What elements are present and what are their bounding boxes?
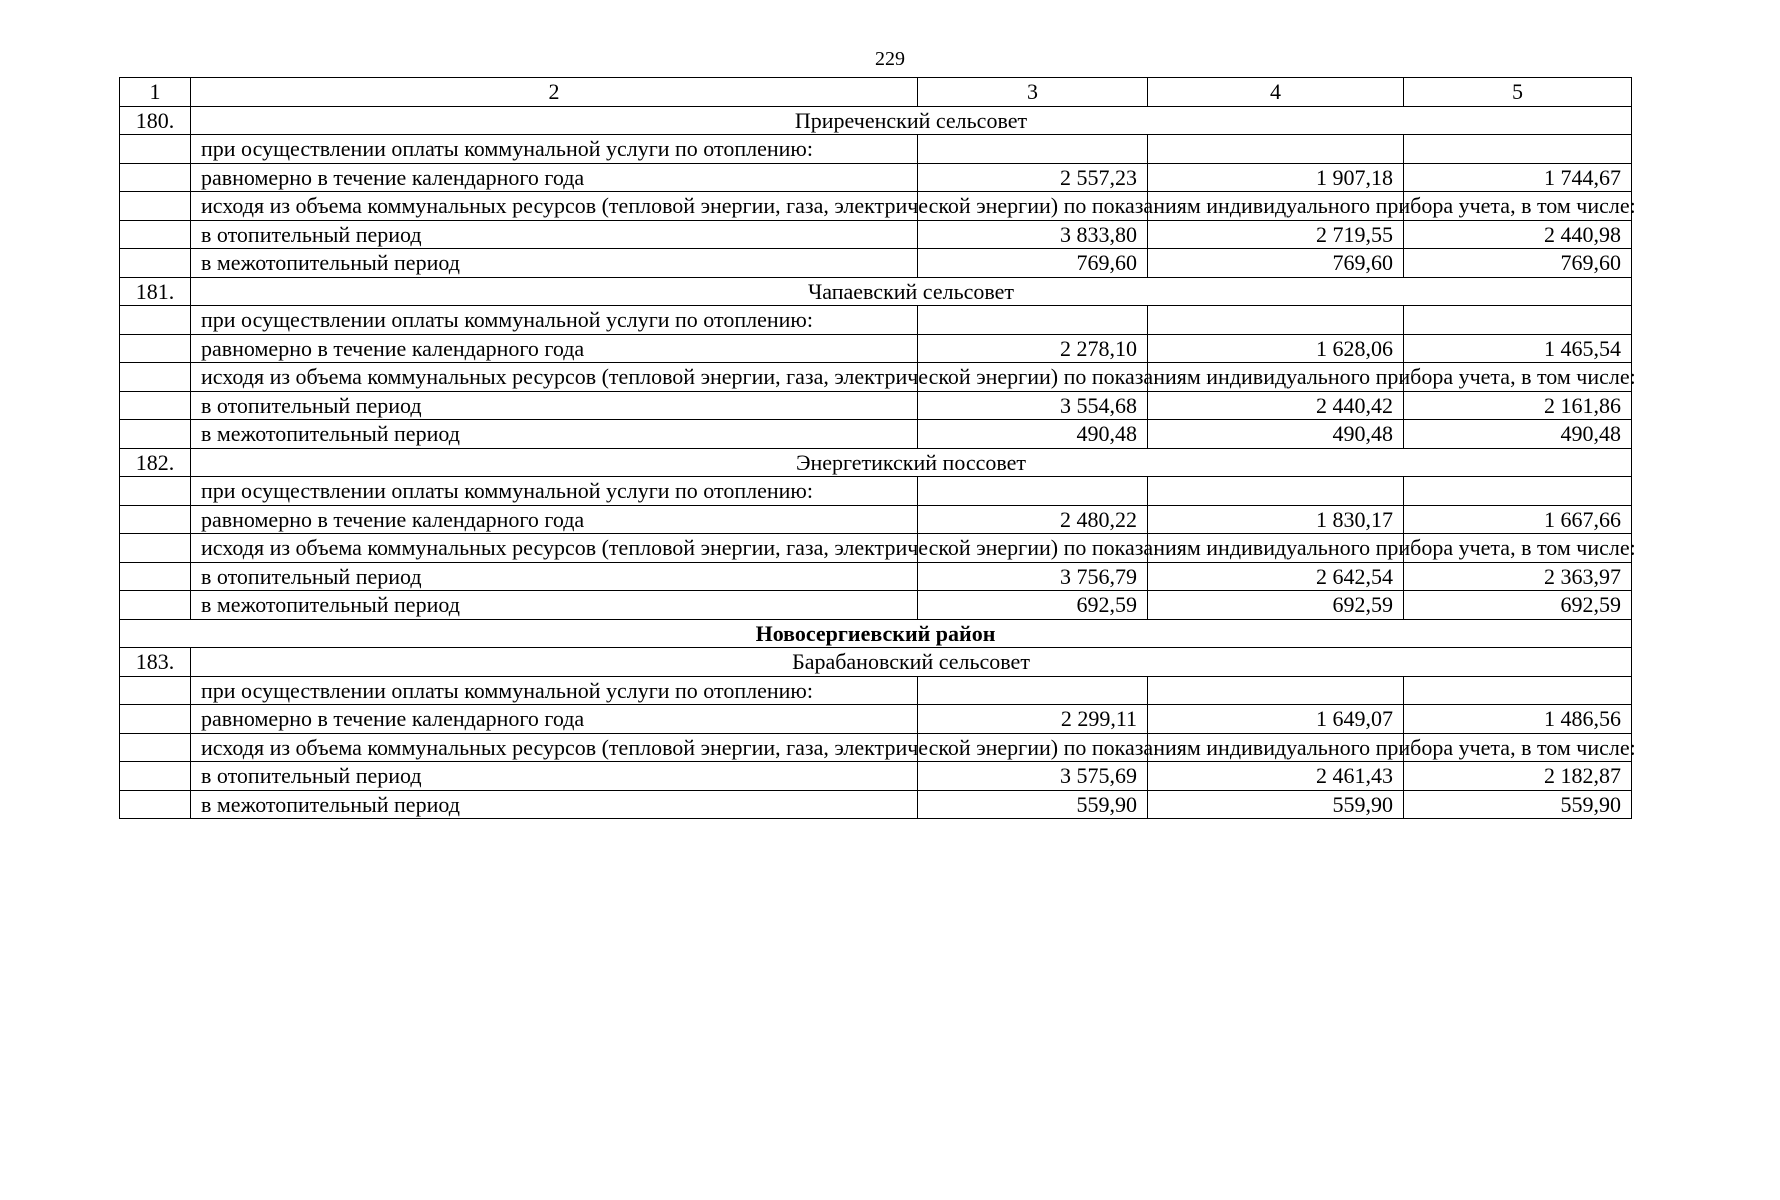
table-row	[120, 334, 1632, 363]
value-cell: 769,60	[1404, 249, 1632, 278]
row-label: в отопительный период	[191, 762, 918, 791]
settlement-row	[120, 648, 1632, 677]
table-row	[120, 534, 1632, 563]
settlement-row	[120, 448, 1632, 477]
header-row	[120, 78, 1632, 107]
table-row	[120, 420, 1632, 449]
value-cell: 2 182,87	[1404, 762, 1632, 791]
value-cell: 2 642,54	[1148, 562, 1404, 591]
value-cell: 769,60	[918, 249, 1148, 278]
row-label: в межотопительный период	[191, 249, 918, 278]
row-number: 183.	[120, 648, 191, 677]
table-row	[120, 733, 1632, 762]
value-cell: 490,48	[1404, 420, 1632, 449]
row-label: при осуществлении оплаты коммунальной услуги по отоплению:	[191, 676, 918, 705]
row-label: при осуществлении оплаты коммунальной услуги по отоплению:	[191, 477, 918, 506]
table-row	[120, 306, 1632, 335]
settlement-name: Приреченский сельсовет	[191, 106, 1632, 135]
table-row	[120, 790, 1632, 819]
row-number: 181.	[120, 277, 191, 306]
value-cell: 692,59	[1148, 591, 1404, 620]
row-number: 182.	[120, 448, 191, 477]
row-label: при осуществлении оплаты коммунальной услуги по отоплению:	[191, 306, 918, 335]
row-label: равномерно в течение календарного года	[191, 163, 918, 192]
row-label: исходя из объема коммунальных ресурсов (тепловой энергии, газа, электрической энергии) по показаниям индивидуального прибора учета, в том числе:	[191, 192, 918, 221]
table-row	[120, 220, 1632, 249]
table-row	[120, 192, 1632, 221]
value-cell: 1 830,17	[1148, 505, 1404, 534]
value-cell: 559,90	[1404, 790, 1632, 819]
table-row	[120, 477, 1632, 506]
row-label: исходя из объема коммунальных ресурсов (тепловой энергии, газа, электрической энергии) по показаниям индивидуального прибора учета, в том числе:	[191, 733, 918, 762]
table-row	[120, 591, 1632, 620]
column-header-2: 2	[191, 78, 918, 107]
table-row	[120, 363, 1632, 392]
value-cell: 2 480,22	[918, 505, 1148, 534]
tariff-table	[119, 77, 1636, 819]
table-row	[120, 505, 1632, 534]
row-label: в отопительный период	[191, 220, 918, 249]
page-number: 229	[875, 48, 905, 70]
value-cell: 692,59	[918, 591, 1148, 620]
value-cell: 2 278,10	[918, 334, 1148, 363]
value-cell: 2 557,23	[918, 163, 1148, 192]
value-cell: 2 299,11	[918, 705, 1148, 734]
value-cell: 3 554,68	[918, 391, 1148, 420]
table-row	[120, 762, 1632, 791]
value-cell: 559,90	[918, 790, 1148, 819]
value-cell: 1 744,67	[1404, 163, 1632, 192]
value-cell: 3 756,79	[918, 562, 1148, 591]
table-row	[120, 676, 1632, 705]
table-row	[120, 705, 1632, 734]
value-cell: 2 461,43	[1148, 762, 1404, 791]
column-header-3: 3	[918, 78, 1148, 107]
table-row	[120, 163, 1632, 192]
value-cell: 1 465,54	[1404, 334, 1632, 363]
row-label: равномерно в течение календарного года	[191, 334, 918, 363]
value-cell: 490,48	[1148, 420, 1404, 449]
settlement-row	[120, 277, 1632, 306]
row-label: в межотопительный период	[191, 790, 918, 819]
table-row	[120, 562, 1632, 591]
row-label: в межотопительный период	[191, 420, 918, 449]
district-heading: Новосергиевский район	[120, 619, 1632, 648]
value-cell: 1 649,07	[1148, 705, 1404, 734]
settlement-row	[120, 106, 1632, 135]
value-cell: 2 440,98	[1404, 220, 1632, 249]
value-cell: 1 486,56	[1404, 705, 1632, 734]
table-row	[120, 249, 1632, 278]
table-row	[120, 135, 1632, 164]
row-label: равномерно в течение календарного года	[191, 705, 918, 734]
value-cell: 3 833,80	[918, 220, 1148, 249]
row-label: при осуществлении оплаты коммунальной услуги по отоплению:	[191, 135, 918, 164]
column-header-4: 4	[1148, 78, 1404, 107]
row-label: исходя из объема коммунальных ресурсов (тепловой энергии, газа, электрической энергии) по показаниям индивидуального прибора учета, в том числе:	[191, 534, 918, 563]
value-cell: 1 907,18	[1148, 163, 1404, 192]
row-label: в межотопительный период	[191, 591, 918, 620]
settlement-name: Энергетикский поссовет	[191, 448, 1632, 477]
value-cell: 3 575,69	[918, 762, 1148, 791]
settlement-name: Барабановский сельсовет	[191, 648, 1632, 677]
row-label: в отопительный период	[191, 562, 918, 591]
row-label: в отопительный период	[191, 391, 918, 420]
value-cell: 692,59	[1404, 591, 1632, 620]
value-cell: 2 363,97	[1404, 562, 1632, 591]
value-cell: 559,90	[1148, 790, 1404, 819]
value-cell: 2 161,86	[1404, 391, 1632, 420]
value-cell: 1 667,66	[1404, 505, 1632, 534]
value-cell: 2 440,42	[1148, 391, 1404, 420]
table-row	[120, 391, 1632, 420]
row-label: равномерно в течение календарного года	[191, 505, 918, 534]
value-cell: 2 719,55	[1148, 220, 1404, 249]
value-cell: 769,60	[1148, 249, 1404, 278]
row-number: 180.	[120, 106, 191, 135]
row-label: исходя из объема коммунальных ресурсов (тепловой энергии, газа, электрической энергии) по показаниям индивидуального прибора учета, в том числе:	[191, 363, 918, 392]
value-cell: 490,48	[918, 420, 1148, 449]
district-row	[120, 619, 1632, 648]
value-cell: 1 628,06	[1148, 334, 1404, 363]
column-header-1: 1	[120, 78, 191, 107]
column-header-5: 5	[1404, 78, 1632, 107]
settlement-name: Чапаевский сельсовет	[191, 277, 1632, 306]
